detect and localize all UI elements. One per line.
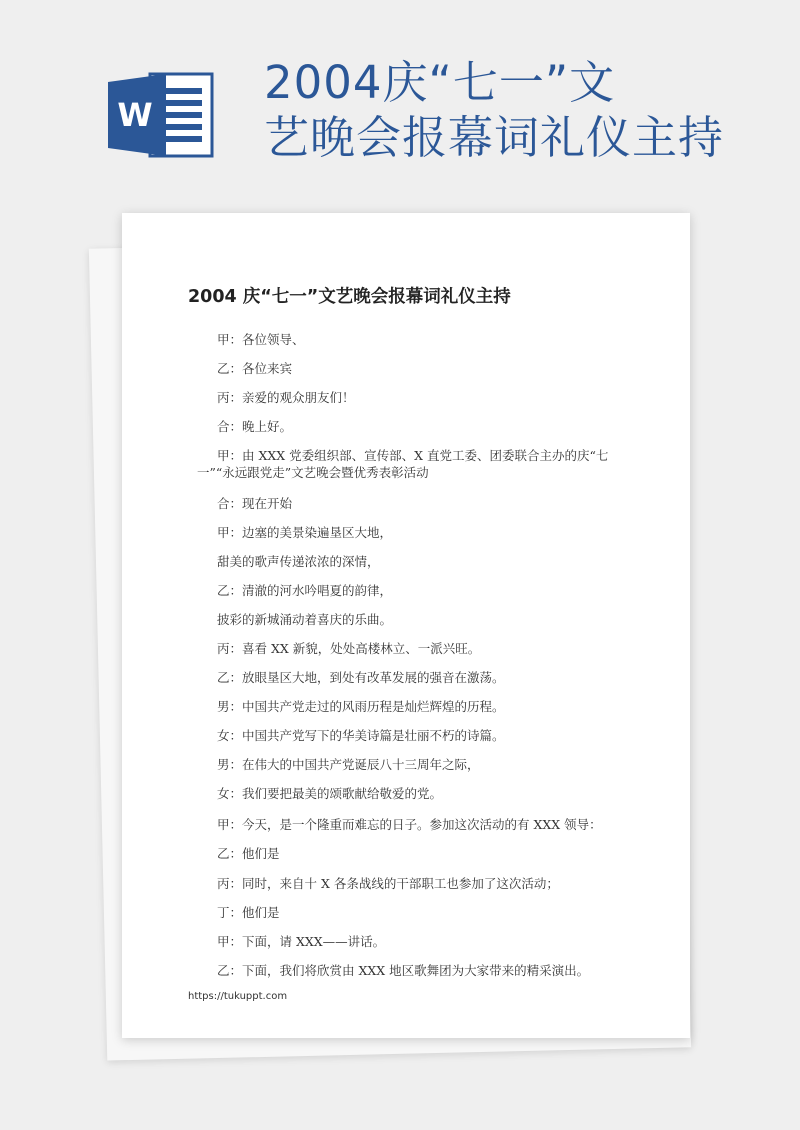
text-line: 乙：下面，我们将欣赏由 XXX 地区歌舞团为大家带来的精采演出。 (217, 963, 590, 978)
banner-title-line-1: 2004庆“七一”文 (264, 56, 616, 109)
banner-title-line-2: 艺晚会报幕词礼仪主持 (264, 111, 725, 164)
text-line: 丙：喜看 XX 新貌，处处高楼林立、一派兴旺。 (217, 641, 481, 656)
text-line: 甲：边塞的美景染遍垦区大地， (217, 525, 393, 540)
text-line: 披彩的新城涌动着喜庆的乐曲。 (217, 612, 393, 627)
text-line: 合：晚上好。 (217, 419, 293, 434)
footer-url[interactable]: https://tukuppt.com (188, 991, 288, 1002)
text-line: 甲：由 XXX 党委组织部、宣传部、X 直党工委、团委联合主办的庆“七 (217, 448, 609, 463)
text-line: 一”“永远跟党走”文艺晚会暨优秀表彰活动 (197, 465, 429, 480)
text-line: 甲：各位领导、 (217, 332, 305, 347)
text-line: 丁：他们是 (217, 905, 280, 920)
header-banner (0, 0, 800, 215)
word-icon-letter: W (117, 96, 153, 134)
text-line: 丙：亲爱的观众朋友们！ (217, 390, 355, 405)
document-title: 2004 庆“七一”文艺晚会报幕词礼仪主持 (188, 287, 511, 307)
text-line: 乙：放眼垦区大地，到处有改革发展的强音在激荡。 (217, 670, 505, 685)
text-line: 男：在伟大的中国共产党诞辰八十三周年之际， (217, 757, 480, 772)
word-document-icon (108, 72, 214, 158)
text-line: 乙：各位来宾 (217, 361, 293, 376)
text-line: 甜美的歌声传递浓浓的深情， (217, 554, 380, 569)
text-line: 甲：今天，是一个隆重而难忘的日子。参加这次活动的有 XXX 领导： (217, 817, 602, 832)
text-line: 女：中国共产党写下的华美诗篇是壮丽不朽的诗篇。 (217, 728, 505, 743)
text-line: 乙：他们是 (217, 846, 280, 861)
text-line: 男：中国共产党走过的风雨历程是灿烂辉煌的历程。 (217, 699, 505, 714)
text-line: 甲：下面，请 XXX——讲话。 (217, 934, 386, 949)
banner-title (264, 55, 784, 165)
text-line: 女：我们要把最美的颂歌献给敬爱的党。 (217, 786, 443, 801)
text-line: 丙：同时，来自十 X 各条战线的干部职工也参加了这次活动； (217, 876, 559, 891)
document-page (122, 213, 690, 1038)
text-line: 乙：清澈的河水吟唱夏的韵律， (217, 583, 393, 598)
text-line: 合：现在开始 (217, 496, 293, 511)
